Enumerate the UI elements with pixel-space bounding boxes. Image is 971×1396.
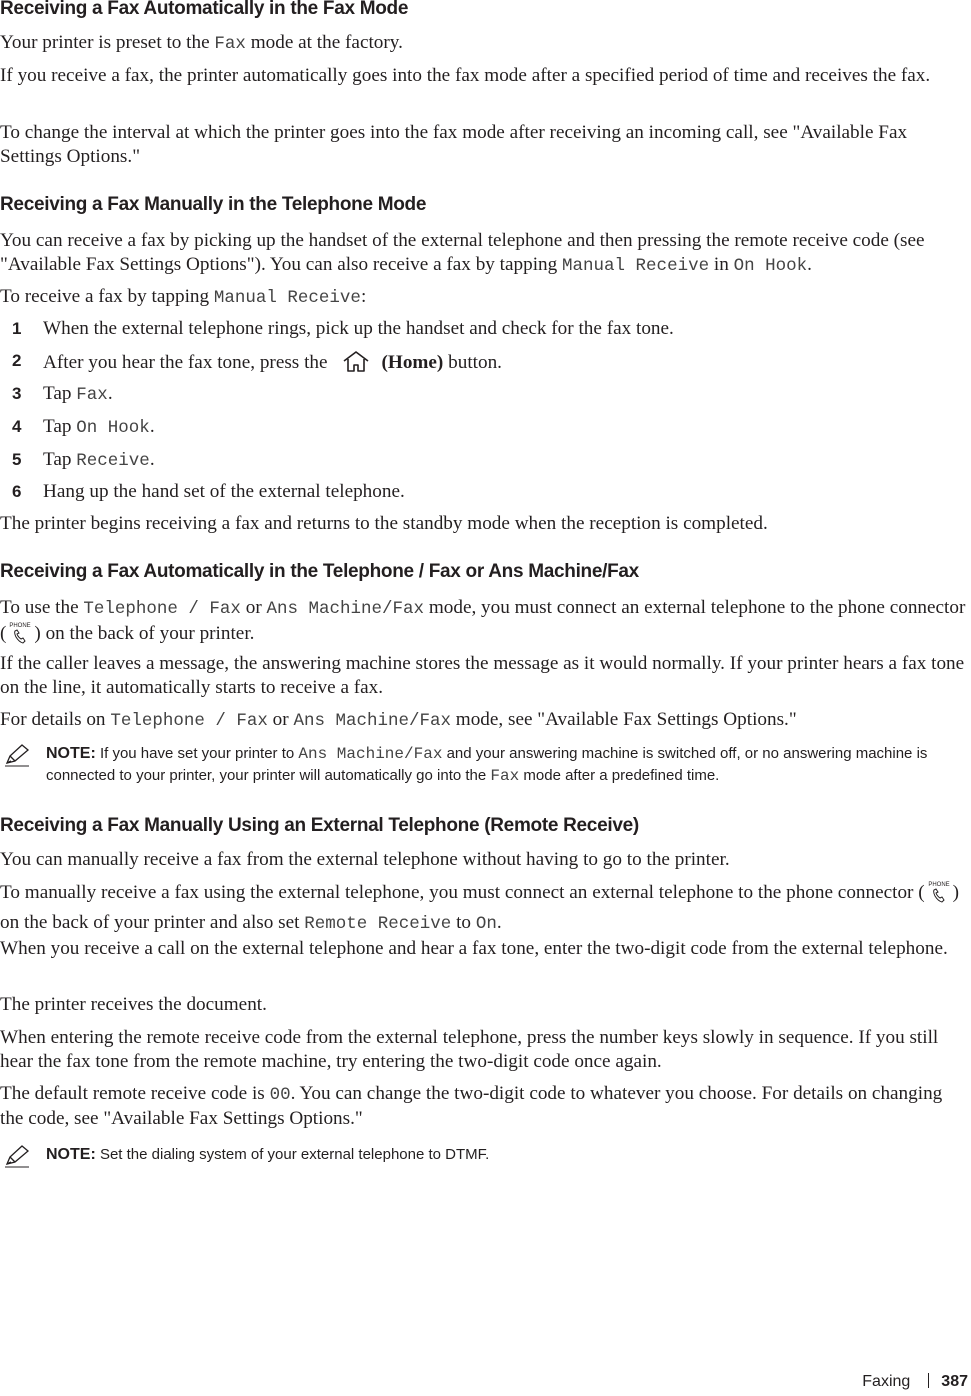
footer-divider: [928, 1373, 929, 1388]
paragraph: To manually receive a fax using the external telephone, you must connect an external telephone to the phone connector ( PHONE ) on the back of your printer and also set Remote Receive to On.: [0, 882, 960, 934]
paragraph: If you receive a fax, the printer automatically goes into the fax mode after a specified period of time and receives the fax.: [0, 65, 931, 86]
paragraph: You can manually receive a fax from the external telephone without having to go to the printer.: [0, 849, 730, 870]
paragraph: The default remote receive code is 00. You can change the two-digit code to whatever you choose. For details on changing the code, see "Available Fax Settings Options.": [0, 1083, 943, 1129]
heading-telephone-fax: Receiving a Fax Automatically in the Telephone / Fax or Ans Machine/Fax: [0, 561, 639, 582]
note-pencil-icon: [4, 1144, 30, 1173]
heading-fax-mode: Receiving a Fax Automatically in the Fax Mode: [0, 0, 409, 19]
paragraph: Your printer is preset to the Fax mode at the factory.: [0, 32, 403, 54]
list-item: 3 Tap Fax.: [12, 383, 113, 405]
paragraph: To receive a fax by tapping Manual Receive:: [0, 286, 367, 308]
page-footer: [862, 1373, 968, 1391]
list-item: 5 Tap Receive.: [12, 449, 155, 471]
paragraph: To change the interval at which the printer goes into the fax mode after receiving an incoming call, see "Available Fax Settings Options.": [0, 122, 908, 167]
paragraph: The printer begins receiving a fax and returns to the standby mode when the reception is completed.: [0, 513, 768, 534]
list-item: 6 Hang up the hand set of the external telephone.: [12, 481, 405, 502]
paragraph: If the caller leaves a message, the answering machine stores the message as it would normally. If your printer hears a fax tone on the line, it automatically starts to receive a fax.: [0, 653, 965, 698]
home-icon: [338, 349, 374, 382]
note-pencil-icon: [4, 743, 30, 772]
list-item: 4 Tap On Hook.: [12, 416, 155, 438]
page-number: 387: [941, 1373, 968, 1390]
phone-connector-icon: [7, 621, 33, 652]
paragraph: For details on Telephone / Fax or Ans Machine/Fax mode, see "Available Fax Settings Options.": [0, 709, 797, 731]
paragraph: When you receive a call on the external telephone and hear a fax tone, enter the two-digit code from the external telephone.: [0, 938, 948, 959]
paragraph: The printer receives the document.: [0, 994, 267, 1015]
paragraph: To use the Telephone / Fax or Ans Machine/Fax mode, you must connect an external telephone to the phone connector ( PHONE ) on the back of your printer.: [0, 596, 968, 652]
document-page: Receiving a Fax Automatically in the Fax Mode Your printer is preset to the Fax mode at the factory. If you receive a fax, the printer automatically goes into the fax mode after a specified period of time and receives the fax. To change the interval at which the printer goes into the fax mode after receiving an incoming call, see "Available Fax Settings Options." Receiving a Fax Manually in the Telephone Mode You can receive a fax by picking up the handset of the external telephone and then pressing the remote receive code (see "Available Fax Settings Options"). You can also receive a fax by tapping Manual Receive in On Hook. To receive a fax by tapping Manual Receive: 1 When the external telephone rings, pick up the handset and check for the fax tone. 2 After you hear the fax tone, press the (Home) button. 3 Tap Fax. 4 Tap On Hook. 5 Tap Receive. 6 Hang up the hand set of the external telephone. The printer begins receiving a fax and returns to the standby mode when the reception is completed. Receiving a Fax Automatically in the Telephone / Fax or Ans Machine/Fax To use the Telephone / Fax or Ans Machine/Fax mode, you must connect an external telephone to the phone connector ( PHONE ) on the back of your printer. If the caller leaves a message, the answering machine stores the message as it would normally. If your printer hears a fax tone on the line, it automatically starts to receive a fax. For details on Telephone / Fax or Ans Machine/Fax mode, see "Available Fax Settings Options." NOTE: If you have set your printer to Ans Machine/Fax and your answering machine is switched off, or no answering machine is connected to your printer, your printer will automatically go into the Fax mode after a predefined time. Receiving a Fax Manually Using an External Telephone (Remote Receive) You can manually receive a fax from the external telephone without having to go to the printer. To manually receive a fax using the external telephone, you must connect an external telephone to the phone connector ( PHONE ) on the back of your printer and also set Remote Receive to On. When you receive a call on the external telephone and hear a fax tone, enter the two-digit code from the external telephone. The printer receives the document. When entering the remote receive code from the external telephone, press the number keys slowly in sequence. If you still hear the fax tone from the remote machine, try entering the two-digit code once again. The default remote receive code is 00. You can change the two-digit code to whatever you choose. For details on changing the code, see "Available Fax Settings Options." NOTE: Set the dialing system of your external telephone to DTMF. Faxing 387: [0, 0, 968, 1390]
heading-telephone-mode: Receiving a Fax Manually in the Telephone Mode: [0, 194, 427, 215]
svg-text:PHONE: PHONE: [9, 623, 32, 629]
paragraph: You can receive a fax by picking up the handset of the external telephone and then pressing the remote receive code (see "Available Fax Settings Options"). You can also receive a fax by tapping Manual Receive in On Hook.: [0, 230, 925, 276]
heading-remote-receive: Receiving a Fax Manually Using an External Telephone (Remote Receive): [0, 815, 639, 836]
phone-connector-icon: [926, 880, 952, 911]
list-item: 2 After you hear the fax tone, press the (Home) button.: [0, 349, 900, 373]
list-item: 1 When the external telephone rings, pick up the handset and check for the fax tone.: [12, 318, 674, 339]
svg-text:PHONE: PHONE: [927, 882, 950, 888]
footer-section: Faxing: [862, 1373, 911, 1390]
paragraph: When entering the remote receive code from the external telephone, press the number keys slowly in sequence. If you still hear the fax tone from the remote machine, try entering the two-digit code once again.: [0, 1027, 939, 1072]
